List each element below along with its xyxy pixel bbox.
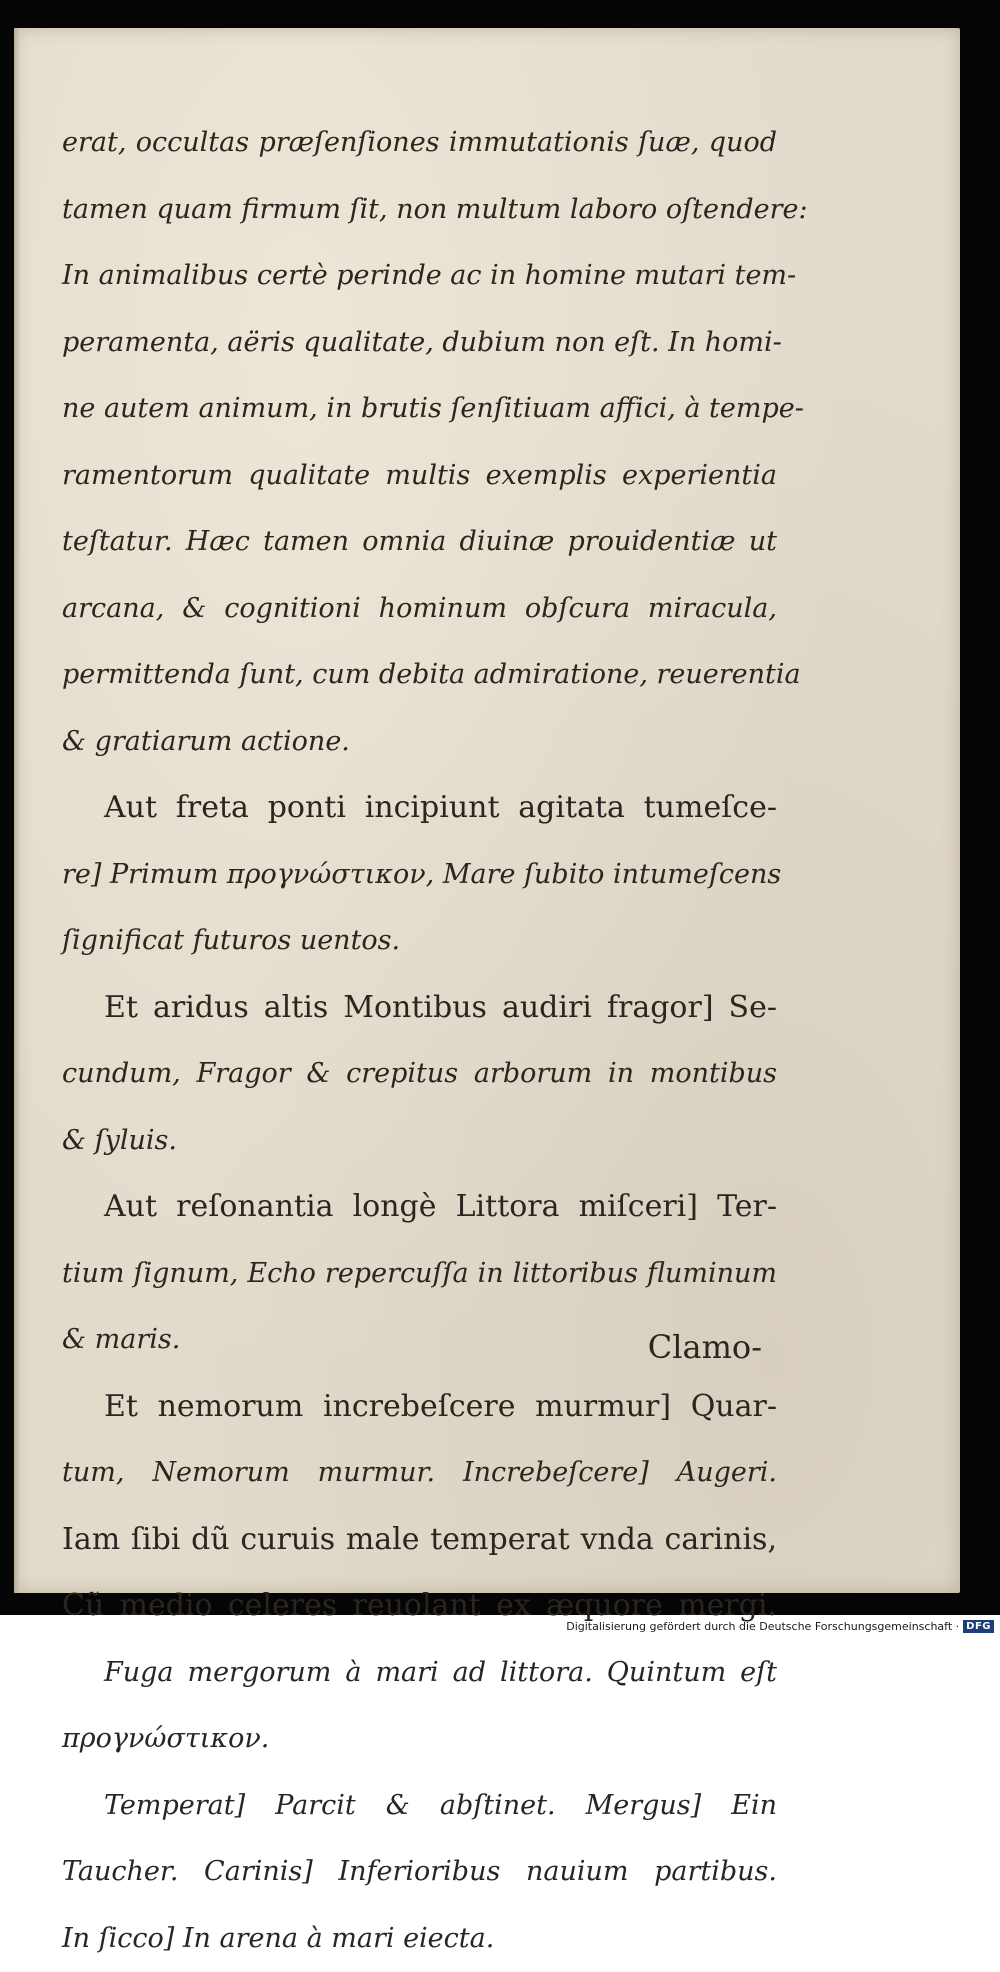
- text-line: ſignificat futuros uentos.: [62, 908, 777, 975]
- text-line: tamen quam firmum ſit, non multum laboro oſtendere:: [62, 177, 777, 244]
- text-line: ne autem animum, in brutis ſenſitiuam affici, à tempe-: [62, 376, 777, 443]
- text-line: Temperat] Parcit & abſtinet. Mergus] Ein: [62, 1773, 777, 1840]
- text-line: In ſicco] In arena à mari eiecta.: [62, 1906, 777, 1972]
- text-line: Taucher. Carinis] Inferioribus nauium partibus.: [62, 1839, 777, 1906]
- text-line: προγνώστικον.: [62, 1706, 777, 1773]
- digitization-footer: [566, 1617, 994, 1635]
- page-edge-shadow: [14, 28, 20, 1593]
- text-line: Aut reſonantia longè Littora miſceri] Ter-: [62, 1174, 777, 1241]
- text-line: & maris.: [62, 1307, 777, 1374]
- text-line: erat, occultas præſenſiones immutationis ſuæ, quod: [62, 110, 777, 177]
- text-line: Et nemorum increbeſcere murmur] Quar-: [62, 1374, 777, 1441]
- text-line: & ſyluis.: [62, 1108, 777, 1175]
- text-line: arcana, & cognitioni hominum obſcura miracula,: [62, 576, 777, 643]
- text-line: In animalibus certè perinde ac in homine mutari tem-: [62, 243, 777, 310]
- text-line: Cũ medio celeres reuolant ex æquore mergi.: [62, 1573, 777, 1640]
- text-line: Aut freta ponti incipiunt agitata tumeſce-: [62, 775, 777, 842]
- text-line: permittenda ſunt, cum debita admiratione, reuerentia: [62, 642, 777, 709]
- text-line: teſtatur. Hæc tamen omnia diuinæ prouidentiæ ut: [62, 509, 777, 576]
- dfg-logo: DFG: [963, 1620, 994, 1633]
- text-line: tium ſignum, Echo repercuſſa in littoribus fluminum: [62, 1241, 777, 1308]
- text-line: re] Primum προγνώστικον, Mare ſubito intumeſcens: [62, 842, 777, 909]
- text-line: Et aridus altis Montibus audiri fragor] Se-: [62, 975, 777, 1042]
- text-line: tum, Nemorum murmur. Increbeſcere] Augeri.: [62, 1440, 777, 1507]
- text-line: ramentorum qualitate multis exemplis experientia: [62, 443, 777, 510]
- catchword: Clamo-: [648, 1328, 762, 1366]
- page-body-text: [62, 110, 777, 1972]
- text-line: & gratiarum actione.: [62, 709, 777, 776]
- text-line: cundum, Fragor & crepitus arborum in montibus: [62, 1041, 777, 1108]
- footer-credit-text: Digitalisierung gefördert durch die Deutsche Forschungsgemeinschaft ·: [566, 1620, 959, 1633]
- text-line: peramenta, aëris qualitate, dubium non eſt. In homi-: [62, 310, 777, 377]
- text-line: Fuga mergorum à mari ad littora. Quintum eſt: [62, 1640, 777, 1707]
- text-line: Iam ſibi dũ curuis male temperat vnda carinis,: [62, 1507, 777, 1574]
